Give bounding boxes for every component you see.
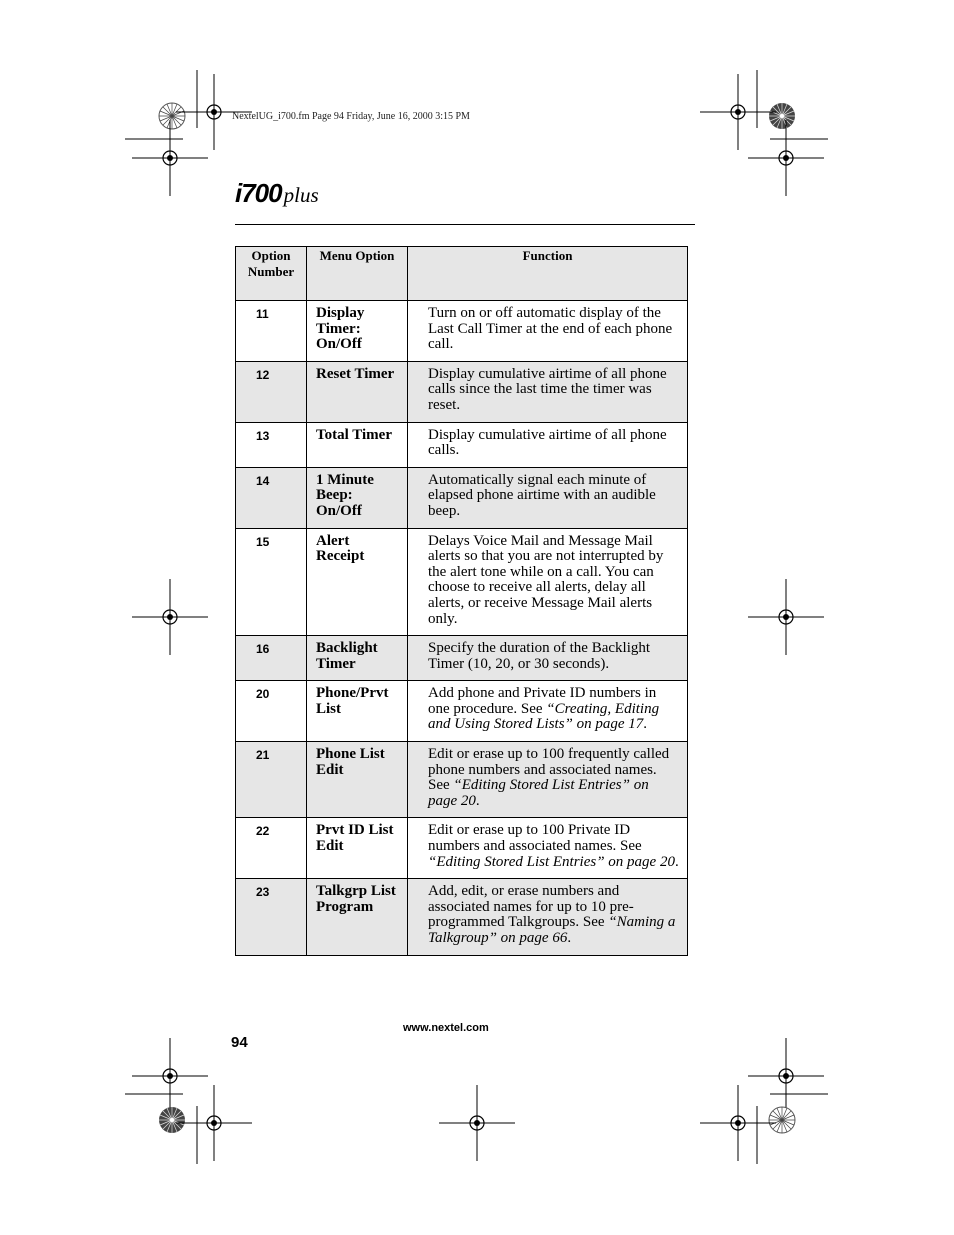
file-header: NextelUG_i700.fm Page 94 Friday, June 16, 2000 3:15 PM — [232, 111, 470, 122]
table-row — [236, 528, 688, 636]
function-description — [408, 681, 688, 742]
function-description — [408, 301, 688, 362]
function-description — [408, 528, 688, 636]
function-text-tail: . — [674, 853, 679, 870]
function-text: Display cumulative airtime of all phone calls since the last time the timer was reset. — [428, 365, 667, 413]
function-text: Edit or erase up to 100 Private ID numbers and associated names. See — [428, 822, 642, 855]
function-description — [408, 361, 688, 422]
cross-reference-link[interactable]: “Editing Stored List Entries” on page 20 — [428, 853, 675, 870]
product-logo — [235, 178, 319, 209]
table-row — [236, 681, 688, 742]
option-number: 14 — [236, 467, 307, 528]
option-number: 16 — [236, 636, 307, 681]
function-description — [408, 879, 688, 955]
table-body — [236, 301, 688, 956]
option-number: 22 — [236, 818, 307, 879]
table-row — [236, 361, 688, 422]
function-description — [408, 818, 688, 879]
menu-option: Total Timer — [307, 422, 408, 467]
logo-model: i700 — [235, 178, 282, 208]
menu-option: Backlight Timer — [307, 636, 408, 681]
table-row — [236, 636, 688, 681]
header-function: Function — [408, 247, 688, 301]
table-header-row — [236, 247, 688, 301]
menu-option: 1 Minute Beep: On/Off — [307, 467, 408, 528]
cross-reference-link[interactable]: “Editing Stored List Entries” on page 20 — [428, 777, 649, 809]
header-menu-option: Menu Option — [307, 247, 408, 301]
table-row — [236, 467, 688, 528]
menu-option: Phone/Prvt List — [307, 681, 408, 742]
function-text: Display cumulative airtime of all phone calls. — [428, 426, 667, 459]
menu-option: Alert Receipt — [307, 528, 408, 636]
table-row — [236, 422, 688, 467]
logo-suffix: plus — [283, 183, 319, 207]
menu-options-table — [235, 246, 688, 956]
header-option-number: Option Number — [236, 247, 307, 301]
function-description — [408, 742, 688, 818]
page-number: 94 — [231, 1034, 248, 1051]
option-number: 15 — [236, 528, 307, 636]
table-row — [236, 301, 688, 362]
option-number: 23 — [236, 879, 307, 955]
function-text-tail: . — [567, 930, 572, 946]
menu-option: Talkgrp List Program — [307, 879, 408, 955]
option-number: 20 — [236, 681, 307, 742]
menu-option: Display Timer: On/Off — [307, 301, 408, 362]
menu-option: Reset Timer — [307, 361, 408, 422]
footer-url: www.nextel.com — [403, 1022, 489, 1034]
cross-reference-link[interactable]: “Naming a Talkgroup” on page 66 — [428, 914, 676, 946]
table-row — [236, 879, 688, 955]
menu-option: Phone List Edit — [307, 742, 408, 818]
option-number: 11 — [236, 301, 307, 362]
function-description — [408, 467, 688, 528]
table-row — [236, 818, 688, 879]
function-text: Turn on or off automatic display of the Last Call Timer at the end of each phone call. — [428, 305, 673, 353]
function-text: Add, edit, or erase numbers and associated names for up to 10 pre-programmed Talkgroups. See — [428, 883, 634, 931]
function-description — [408, 422, 688, 467]
function-text: Add phone and Private ID numbers in one procedure. See — [428, 685, 657, 717]
function-text: Specify the duration of the Backlight Timer (10, 20, or 30 seconds). — [428, 640, 651, 672]
function-text-tail: . — [475, 792, 480, 809]
header-rule — [235, 224, 695, 225]
function-text: Delays Voice Mail and Message Mail alerts so that you are not interrupted by the alert tone while on a call. You can choose to receive all alerts, delay all alerts, or receive Message Mail alerts only. — [428, 532, 664, 627]
cross-reference-link[interactable]: “Creating, Editing and Using Stored Lists” on page 17 — [428, 700, 660, 733]
option-number: 13 — [236, 422, 307, 467]
function-text: Automatically signal each minute of elapsed phone airtime with an audible beep. — [428, 471, 656, 519]
menu-option: Prvt ID List Edit — [307, 818, 408, 879]
function-text: Edit or erase up to 100 frequently called phone numbers and associated names. See — [428, 746, 670, 794]
function-text-tail: . — [643, 716, 648, 733]
function-description — [408, 636, 688, 681]
option-number: 12 — [236, 361, 307, 422]
option-number: 21 — [236, 742, 307, 818]
table-row — [236, 742, 688, 818]
